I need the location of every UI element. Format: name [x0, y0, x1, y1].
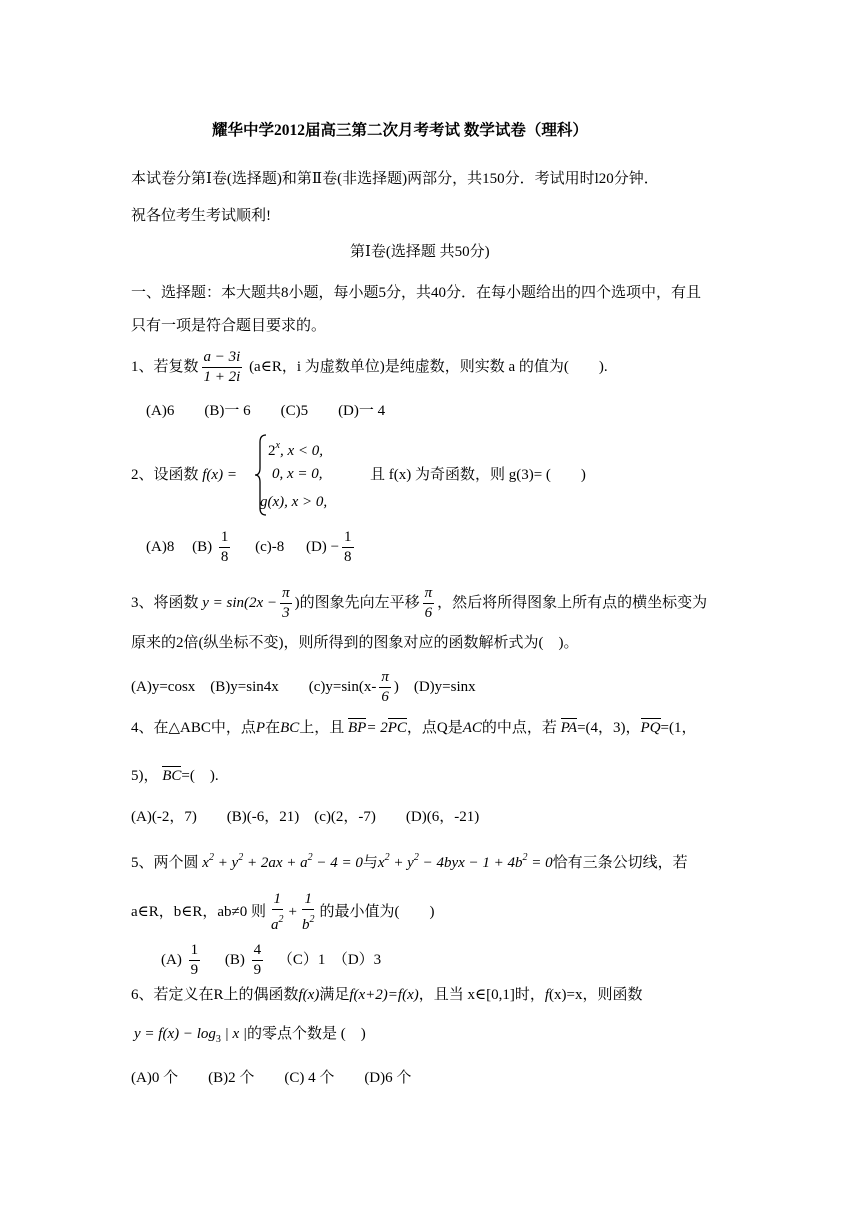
q2-piecewise	[254, 434, 366, 516]
intro-wish: 祝各位考生考试顺利!	[131, 208, 271, 224]
q3-option-c-fraction: $\frac{\pi}{6}$	[381, 669, 389, 705]
q2-prefix	[131, 465, 237, 485]
q2-option-b: (B)	[192, 538, 213, 555]
q5-fraction-b: $\frac{1}{b^2}$	[301, 891, 315, 933]
q4-line-2: 5)， BC=( ).	[131, 768, 219, 784]
q2-option-a: (A)8	[146, 538, 175, 555]
q2-option-d-sign: −	[330, 538, 340, 555]
q3-suffix: ，然后将所得图象上所有点的横坐标变为	[437, 594, 708, 611]
q3-options-tail: ) (D)y=sinx	[393, 678, 476, 695]
q1-suffix: (a∈R，i 为虚数单位)是纯虚数，则实数 a 的值为( ).	[249, 358, 608, 375]
vector-pc: PC	[387, 720, 407, 736]
q5-option-b: (B)	[224, 951, 245, 968]
section-instruction-1: 一、选择题：本大题共8小题，每小题5分，共40分．在每小题给出的四个选项中，有且	[131, 285, 702, 301]
q5-option-a: (A)	[161, 951, 182, 968]
q5-line-2: a∈R，b∈R，ab≠0 则 $\frac{1}{a^2}$ + $\frac{1}{b^2}$ 的最小值为( )	[131, 891, 435, 933]
q2-suffix: 且 f(x) 为奇函数，则 g(3)= ( )	[370, 467, 586, 483]
q2-option-b-fraction: $\frac{1}{8}$	[220, 529, 229, 565]
circle-equation-2: $x^2 + y^2 - 4byx - 1 + 4b^2 = 0$	[377, 852, 553, 871]
question-6: 6、若定义在R上的偶函数f(x)满足f(x+2)=f(x)，且当 x∈[0,1]时，f(x)=x，则函数	[131, 987, 643, 1003]
circle-equation-1: $x^2 + y^2 + 2ax + a^2 - 4 = 0$	[202, 852, 363, 871]
part-heading: 第Ⅰ卷(选择题 共50分)	[350, 244, 490, 260]
q1-fraction	[202, 348, 243, 387]
section-instruction-2: 只有一项是符合题目要求的。	[131, 318, 327, 334]
q3-options-text: (A)y=cosx (B)y=sin4x (c)y=sin(x-	[131, 678, 377, 695]
q4-options: (A)(-2，7) (B)(-6，21) (c)(2，-7) (D)(6，-21)	[131, 809, 480, 825]
vector-bc: BC	[162, 768, 182, 784]
q6-options: (A)0 个 (B)2 个 (C) 4 个 (D)6 个	[131, 1070, 412, 1086]
question-3: 3、将函数 y = sin(2x − $\frac{\pi}{3}$ )的图象先向左平移 $\frac{\pi}{6}$ ，然后将所得图象上所有点的横坐标变为	[131, 585, 708, 621]
q3-prefix: 3、将函数	[131, 594, 199, 611]
q5-option-b-fraction: $\frac{4}{9}$	[253, 942, 262, 978]
q1-options: (A)6 (B)一 6 (C)5 (D)一 4	[146, 403, 386, 419]
q3-options	[131, 668, 476, 707]
q1-prefix: 1、若复数	[131, 358, 199, 375]
q3-mid: 的图象先向左平移	[299, 594, 420, 611]
q2-case-2: 0, x = 0,	[272, 466, 323, 482]
q2-option-d-fraction: $\frac{1}{8}$	[344, 529, 352, 565]
q2-option-c: (c)-8	[255, 538, 285, 555]
q6-line-2: $y = f(x) - \log_3$ | x |的零点个数是 ( )	[134, 1026, 366, 1045]
q2-option-d: (D)	[305, 538, 327, 555]
q5-option-a-fraction: $\frac{1}{9}$	[190, 942, 199, 978]
q1-denominator: 1 + 2i	[203, 369, 241, 385]
vector-pa: PA	[560, 720, 578, 736]
q5-fraction-a: $\frac{1}{a^2}$	[271, 891, 284, 933]
q2-case-3: g(x), x > 0,	[260, 494, 328, 510]
q2-options	[146, 528, 357, 567]
question-1	[131, 348, 608, 387]
intro-line: 本试卷分第Ⅰ卷(选择题)和第Ⅱ卷(非选择题)两部分，共150分．考试用时l20分钟．	[131, 171, 659, 187]
q2-function: f(x) =	[202, 467, 237, 483]
vector-bp: BP	[348, 720, 367, 736]
q1-numerator: a − 3i	[202, 348, 243, 368]
q2-prefix-text: 2、设函数	[131, 467, 199, 483]
q3-pi-over-3: $\frac{\pi}{3}$	[282, 585, 290, 621]
q5-option-cd: （C）1 （D）3	[277, 951, 382, 968]
q3-expression: y = sin(2x −	[202, 594, 278, 611]
q5-options	[161, 941, 381, 980]
page-title: 耀华中学2012届高三第二次月考考试 数学试卷（理科）	[212, 122, 588, 139]
vector-pq: PQ	[640, 720, 661, 736]
q3-line-2: 原来的2倍(纵坐标不变)，则所得到的图象对应的函数解析式为( )。	[131, 635, 579, 651]
question-4: 4、在△ABC中，点P在BC上，且 BP= 2PC，点Q是AC的中点，若 PA=(4，3)，PQ=(1，	[131, 720, 697, 736]
q3-pi-over-6: $\frac{\pi}{6}$	[424, 585, 433, 621]
q2-case-1: 2$^x$, x < 0,	[268, 440, 323, 459]
question-5: 5、两个圆 $x^2 + y^2 + 2ax + a^2 - 4 = 0$与$x^2 + y^2 - 4byx - 1 + 4b^2 = 0$恰有三条公切线，若	[131, 852, 688, 871]
